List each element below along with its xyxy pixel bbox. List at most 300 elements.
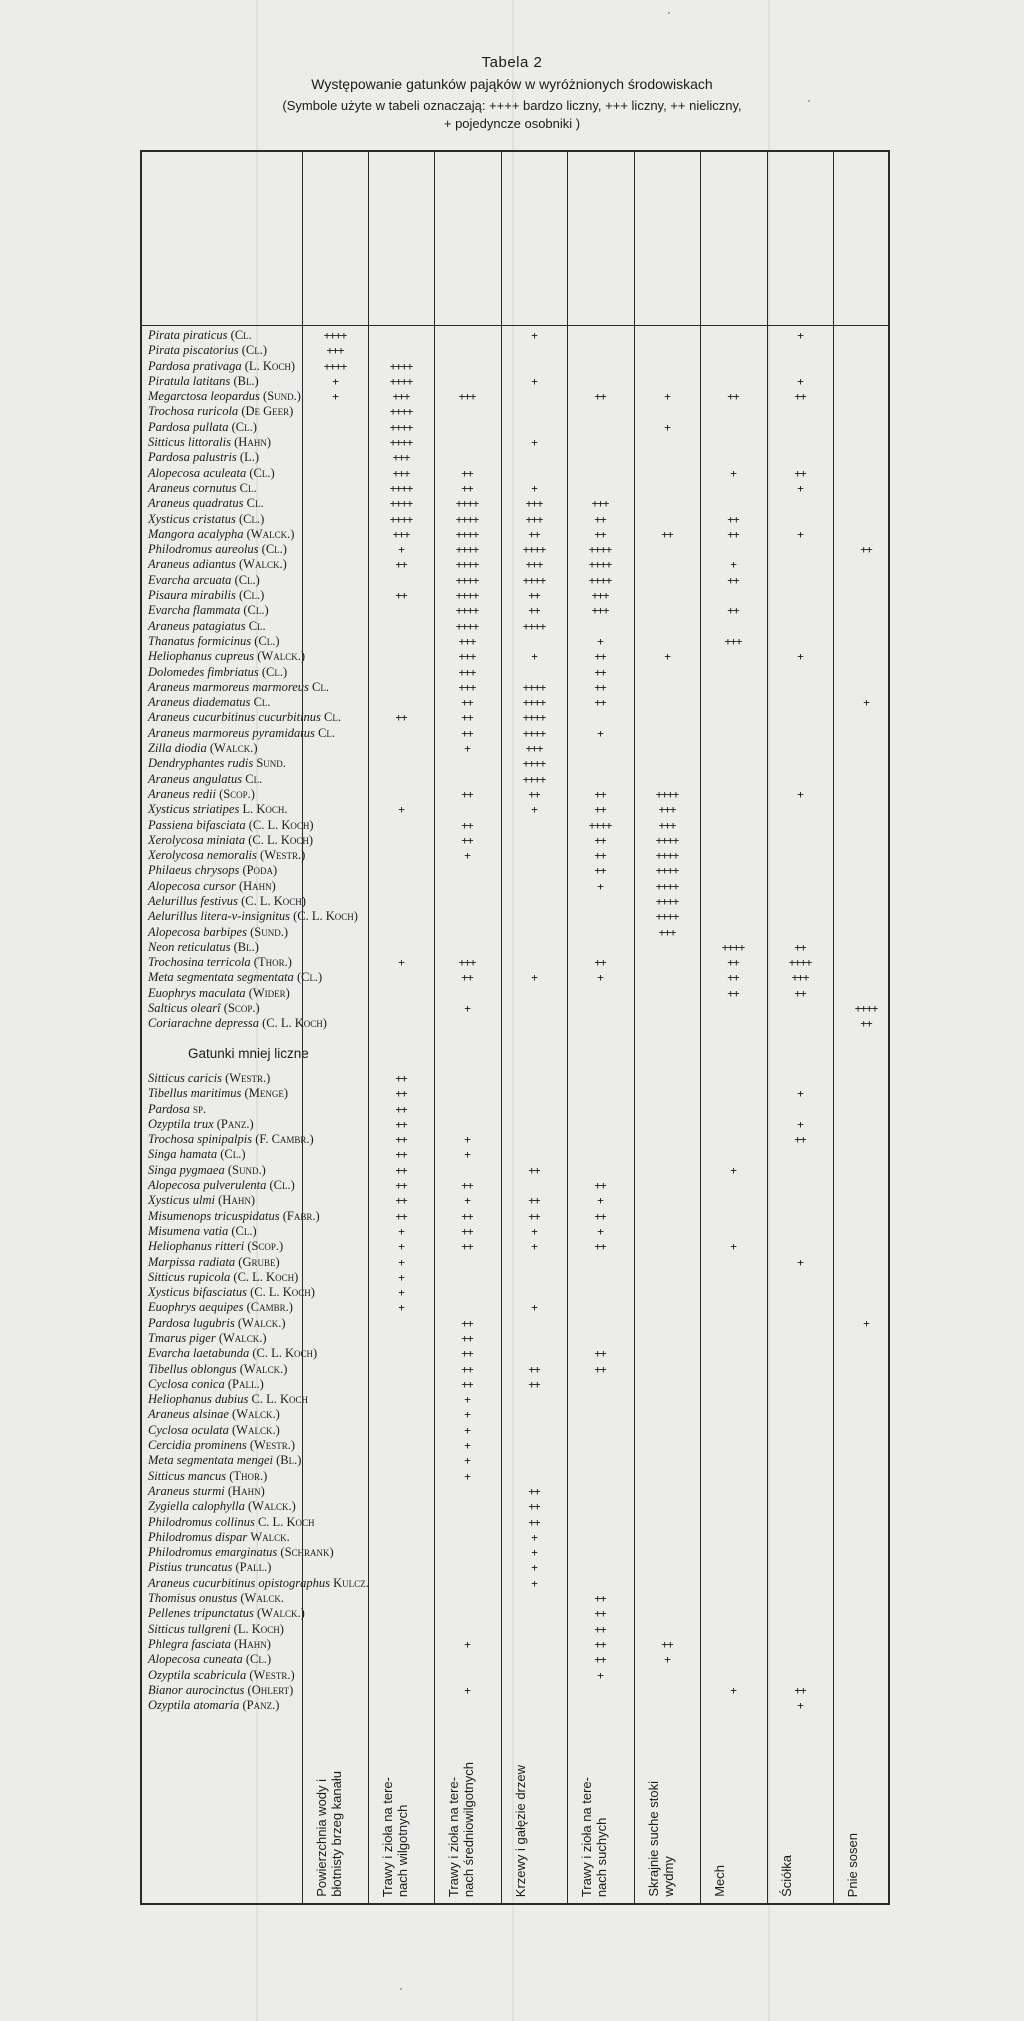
table-row xyxy=(144,374,888,389)
species-name xyxy=(148,1193,255,1208)
abundance-cell: + xyxy=(597,1194,603,1208)
abundance-cell: ++ xyxy=(395,558,407,572)
abundance-cell: ++ xyxy=(528,1500,540,1514)
species-author: (F. Cambr.) xyxy=(255,1132,314,1147)
table-row xyxy=(144,1016,888,1031)
species-binomial: Euophrys maculata xyxy=(148,985,249,1000)
species-name xyxy=(148,863,277,878)
column-divider xyxy=(567,152,568,1903)
species-name xyxy=(148,1239,283,1254)
species-author: C. L. Koch xyxy=(257,1514,315,1529)
table-row xyxy=(144,680,888,695)
species-binomial: Sitticus mancus xyxy=(148,1468,230,1483)
abundance-cell: + xyxy=(531,1240,537,1254)
species-name xyxy=(148,970,322,985)
species-binomial: Mangora acalypha xyxy=(148,526,247,541)
abundance-cell: ++++ xyxy=(522,711,546,725)
table-row xyxy=(144,894,888,909)
species-binomial: Trochosa spinipalpis xyxy=(148,1132,256,1147)
abundance-cell: + xyxy=(398,1240,404,1254)
table-row xyxy=(144,1270,888,1285)
table-row xyxy=(144,466,888,481)
table-row xyxy=(144,1001,888,1016)
species-author: (Bl.) xyxy=(233,373,259,388)
species-name xyxy=(148,986,290,1001)
abundance-cell: ++ xyxy=(594,1179,606,1193)
column-header-5: Trawy i zioła na tere- nach suchych xyxy=(579,1776,609,1897)
species-binomial: Marpissa radiata xyxy=(148,1254,239,1269)
species-name xyxy=(148,1423,280,1438)
species-name xyxy=(148,1255,280,1270)
species-author: (Ohlert) xyxy=(247,1682,294,1697)
species-author: (Scop.) xyxy=(223,1001,260,1016)
species-binomial: Pirata piraticus xyxy=(148,328,231,342)
abundance-cell: + xyxy=(797,1087,803,1101)
abundance-cell: ++ xyxy=(860,543,872,557)
species-author: (C. L. Koch) xyxy=(233,1269,299,1284)
abundance-cell: ++++ xyxy=(455,619,479,633)
abundance-cell: ++++ xyxy=(455,558,479,572)
paper-speck xyxy=(400,1988,402,1990)
species-author: (C. L. Koch) xyxy=(241,893,306,908)
species-name xyxy=(148,328,252,343)
abundance-cell: ++ xyxy=(727,527,739,541)
abundance-cell: + xyxy=(464,1148,470,1162)
species-name xyxy=(148,466,275,481)
abundance-cell: ++ xyxy=(794,986,806,1000)
species-binomial: Araneus marmoreus marmoreus xyxy=(148,679,313,694)
species-name xyxy=(148,1652,271,1667)
table-row xyxy=(144,634,888,649)
abundance-cell: ++ xyxy=(461,466,473,480)
species-author: (Cl.) xyxy=(261,664,288,679)
abundance-cell: + xyxy=(730,1163,736,1177)
abundance-cell: + xyxy=(531,1561,537,1575)
abundance-cell: +++ xyxy=(392,451,410,465)
abundance-cell: ++ xyxy=(395,1071,407,1085)
abundance-cell: +++ xyxy=(658,818,676,832)
species-binomial: Pardosa lugubris xyxy=(148,1315,238,1330)
table-row xyxy=(144,1346,888,1361)
table-row xyxy=(144,542,888,557)
species-name xyxy=(148,1285,315,1300)
abundance-cell: ++++ xyxy=(389,374,413,388)
table-row xyxy=(144,1423,888,1438)
species-author: Walck. xyxy=(250,1529,290,1544)
table-row xyxy=(144,955,888,970)
species-binomial: Cyclosa conica xyxy=(148,1376,228,1391)
abundance-cell: + xyxy=(730,1240,736,1254)
table-row xyxy=(144,557,888,572)
species-name xyxy=(148,1178,295,1193)
abundance-cell: + xyxy=(464,1408,470,1422)
species-author: (Walck.) xyxy=(257,649,305,664)
species-author: (C. L. Koch) xyxy=(250,1285,315,1300)
abundance-cell: ++++ xyxy=(588,573,612,587)
abundance-cell: +++ xyxy=(458,665,476,679)
species-name xyxy=(148,1224,257,1239)
abundance-cell: ++++ xyxy=(522,573,546,587)
abundance-cell: +++ xyxy=(525,497,543,511)
table-row xyxy=(144,1576,888,1591)
abundance-cell: + xyxy=(464,1133,470,1147)
abundance-cell: ++ xyxy=(461,696,473,710)
table-row xyxy=(144,1392,888,1407)
abundance-cell: ++ xyxy=(860,1017,872,1031)
species-name xyxy=(148,1576,369,1591)
table-row xyxy=(144,1469,888,1484)
species-author: (L. Koch) xyxy=(244,358,296,373)
abundance-cell: + xyxy=(531,1530,537,1544)
species-name xyxy=(148,1316,286,1331)
header-rule xyxy=(142,325,888,326)
species-binomial: Sitticus rupicola xyxy=(148,1269,234,1284)
abundance-cell: ++ xyxy=(528,589,540,603)
abundance-cell: ++ xyxy=(727,390,739,404)
species-author: (Cl. xyxy=(230,328,252,342)
abundance-cell: ++++ xyxy=(455,589,479,603)
species-binomial: Pardosa prativaga xyxy=(148,358,245,373)
abundance-cell: ++++ xyxy=(522,757,546,771)
column-divider xyxy=(501,152,502,1903)
species-name xyxy=(148,879,276,894)
abundance-cell: ++ xyxy=(461,1347,473,1361)
abundance-cell: ++ xyxy=(594,833,606,847)
species-binomial: Heliophanus dubius xyxy=(148,1392,252,1407)
abundance-cell: + xyxy=(597,1668,603,1682)
abundance-cell: ++++ xyxy=(522,543,546,557)
abundance-cell: + xyxy=(730,1683,736,1697)
abundance-cell: ++ xyxy=(528,1515,540,1529)
abundance-cell: ++ xyxy=(594,1622,606,1636)
species-binomial: Araneus alsinae xyxy=(148,1407,233,1422)
table-row xyxy=(144,741,888,756)
table-row xyxy=(144,802,888,817)
species-author: (Walck.) xyxy=(209,741,258,756)
abundance-cell: + xyxy=(531,803,537,817)
abundance-cell: + xyxy=(464,1002,470,1016)
abundance-cell: + xyxy=(797,1255,803,1269)
table-row xyxy=(144,359,888,374)
species-author: (Hahn) xyxy=(218,1193,255,1208)
abundance-cell: + xyxy=(664,420,670,434)
species-author: (Cl.) xyxy=(296,970,323,985)
abundance-cell: ++ xyxy=(594,864,606,878)
species-binomial: Trochosa ruricola xyxy=(148,404,242,419)
table-row xyxy=(144,1239,888,1254)
species-author: (Fabr.) xyxy=(282,1208,320,1223)
species-author: C. L. Koch xyxy=(251,1392,308,1407)
species-author: Cl. xyxy=(239,480,257,495)
species-binomial: Ozyptila scabricula xyxy=(148,1667,250,1682)
abundance-cell: ++ xyxy=(528,1362,540,1376)
species-author: (Walck.) xyxy=(247,1499,296,1514)
abundance-cell: ++ xyxy=(727,986,739,1000)
species-binomial: Bianor aurocinctus xyxy=(148,1682,248,1697)
species-binomial: Philodromus collinus xyxy=(148,1514,258,1529)
table-row xyxy=(144,1591,888,1606)
species-binomial: Evarcha laetabunda xyxy=(148,1346,253,1361)
abundance-cell: ++ xyxy=(528,527,540,541)
species-binomial: Singa hamata xyxy=(148,1147,221,1162)
abundance-cell: ++ xyxy=(594,1209,606,1223)
species-binomial: Evarcha flammata xyxy=(148,603,244,618)
abundance-cell: +++ xyxy=(392,527,410,541)
table-row xyxy=(144,328,888,343)
species-author: (Sund.) xyxy=(263,389,301,404)
species-binomial: Xerolycosa nemoralis xyxy=(148,848,261,863)
species-author: (Hahn) xyxy=(234,1636,271,1651)
species-name xyxy=(148,542,287,557)
abundance-cell: + xyxy=(398,1301,404,1315)
species-binomial: Xerolycosa miniata xyxy=(148,832,249,847)
species-author: (Cambr.) xyxy=(246,1300,293,1315)
species-name xyxy=(148,1209,320,1224)
abundance-cell: ++ xyxy=(528,1163,540,1177)
abundance-cell: ++ xyxy=(461,1362,473,1376)
species-name xyxy=(148,1016,327,1031)
species-binomial: Araneus sturmi xyxy=(148,1483,228,1498)
table-row xyxy=(144,1285,888,1300)
species-name xyxy=(148,1606,305,1621)
abundance-cell: ++ xyxy=(461,1377,473,1391)
abundance-cell: +++ xyxy=(458,956,476,970)
species-name xyxy=(148,1499,296,1514)
abundance-cell: + xyxy=(398,1286,404,1300)
abundance-cell: + xyxy=(597,879,603,893)
species-author: (Walck.) xyxy=(232,1422,280,1437)
species-binomial: Dendryphantes rudis xyxy=(148,756,257,771)
species-author: (Cl.) xyxy=(231,1223,257,1238)
abundance-cell: ++++ xyxy=(455,497,479,511)
abundance-cell: ++ xyxy=(395,589,407,603)
species-author: (Walck.) xyxy=(239,1361,288,1376)
species-author: (Bl.) xyxy=(233,939,259,954)
species-name xyxy=(148,833,313,848)
species-author: (Walck.) xyxy=(246,526,295,541)
species-binomial: Pardosa palustris xyxy=(148,450,240,465)
table-row xyxy=(144,1407,888,1422)
species-name xyxy=(148,573,260,588)
abundance-cell: ++ xyxy=(594,696,606,710)
species-name xyxy=(148,925,288,940)
species-name xyxy=(148,1438,295,1453)
species-author: (C. L. Koch) xyxy=(248,832,314,847)
abundance-cell: ++++ xyxy=(522,619,546,633)
abundance-cell: +++ xyxy=(591,497,609,511)
species-name xyxy=(148,1270,298,1285)
species-name xyxy=(148,450,259,465)
table-row xyxy=(144,1300,888,1315)
species-author: (Cl.) xyxy=(243,603,269,618)
species-binomial: Araneus redii xyxy=(148,786,220,801)
table-row xyxy=(144,665,888,680)
species-author: (C. L. Koch) xyxy=(293,909,358,924)
abundance-cell: ++++ xyxy=(854,1002,878,1016)
abundance-cell: ++ xyxy=(461,1224,473,1238)
table-row xyxy=(144,435,888,450)
table-row xyxy=(144,970,888,985)
abundance-cell: ++++ xyxy=(655,833,679,847)
abundance-cell: ++ xyxy=(461,481,473,495)
abundance-cell: ++ xyxy=(594,665,606,679)
abundance-cell: ++++ xyxy=(389,481,413,495)
species-binomial: Singa pygmaea xyxy=(148,1162,228,1177)
abundance-cell: +++ xyxy=(724,634,742,648)
table-row xyxy=(144,1698,888,1713)
species-binomial: Pirata piscatorius xyxy=(148,343,242,358)
species-binomial: Phlegra fasciata xyxy=(148,1636,235,1651)
section-spacer xyxy=(144,1061,888,1071)
species-name xyxy=(148,588,264,603)
species-name xyxy=(148,1001,260,1016)
species-binomial: Meta segmentata mengei xyxy=(148,1453,277,1468)
species-name xyxy=(148,710,341,725)
abundance-cell: + xyxy=(797,787,803,801)
species-binomial: Heliophanus ritteri xyxy=(148,1239,248,1254)
species-author: (Cl.) xyxy=(231,419,257,434)
abundance-cell: +++ xyxy=(591,589,609,603)
species-name xyxy=(148,1102,206,1117)
abundance-cell: ++ xyxy=(594,512,606,526)
species-name xyxy=(148,1545,334,1560)
abundance-cell: + xyxy=(797,1699,803,1713)
abundance-cell: ++++ xyxy=(455,573,479,587)
species-name xyxy=(148,435,271,450)
abundance-cell: ++++ xyxy=(455,543,479,557)
abundance-cell: + xyxy=(730,466,736,480)
table-row xyxy=(144,1438,888,1453)
species-binomial: Cercidia prominens xyxy=(148,1438,250,1453)
abundance-cell: ++ xyxy=(528,604,540,618)
abundance-cell: ++ xyxy=(395,1117,407,1131)
legend-line-1: (Symbole użyte w tabeli oznaczają: ++++ bardzo liczny, +++ liczny, ++ nieliczny, xyxy=(282,98,742,113)
abundance-cell: + xyxy=(464,1393,470,1407)
table-row xyxy=(144,1484,888,1499)
table-row xyxy=(144,619,888,634)
abundance-cell: + xyxy=(531,374,537,388)
species-binomial: Philodromus aureolus xyxy=(148,542,262,557)
abundance-cell: ++++ xyxy=(588,818,612,832)
species-name xyxy=(148,1377,264,1392)
abundance-cell: ++ xyxy=(794,1683,806,1697)
species-author: Cl. xyxy=(318,725,335,740)
table-row xyxy=(144,1637,888,1652)
species-binomial: Alopecosa cuneata xyxy=(148,1652,246,1667)
table-row xyxy=(144,512,888,527)
table-row xyxy=(144,1178,888,1193)
abundance-cell: + xyxy=(464,1454,470,1468)
species-name xyxy=(148,1469,267,1484)
abundance-cell: ++ xyxy=(461,1332,473,1345)
abundance-cell: ++ xyxy=(528,1209,540,1223)
abundance-cell: ++ xyxy=(461,1316,473,1330)
column-header-4: Krzewy i gałęzie drzew xyxy=(513,1764,528,1897)
section-spacer xyxy=(144,1032,888,1046)
species-name xyxy=(148,848,305,863)
abundance-cell: ++ xyxy=(661,527,673,541)
table-row xyxy=(144,450,888,465)
table-row xyxy=(144,1560,888,1575)
abundance-cell: ++ xyxy=(594,1362,606,1376)
table-row xyxy=(144,649,888,664)
table-row xyxy=(144,588,888,603)
species-binomial: Megarctosa leopardus xyxy=(148,389,264,404)
table-row xyxy=(144,1209,888,1224)
abundance-cell: ++++ xyxy=(389,512,413,526)
abundance-cell: ++ xyxy=(727,573,739,587)
abundance-cell: + xyxy=(531,481,537,495)
abundance-cell: ++ xyxy=(594,1653,606,1667)
species-author: (Cl.) xyxy=(238,511,265,526)
abundance-cell: ++ xyxy=(461,1179,473,1193)
species-binomial: Misumenops tricuspidatus xyxy=(148,1208,283,1223)
abundance-cell: ++++ xyxy=(389,420,413,434)
species-author: (Cl.) xyxy=(234,572,260,587)
species-name xyxy=(148,772,262,787)
abundance-cell: ++ xyxy=(395,1163,407,1177)
abundance-cell: + xyxy=(531,1546,537,1560)
species-name xyxy=(148,695,271,710)
species-author: (Walck. xyxy=(240,1591,284,1606)
column-header-6: Skrajnie suche stoki wydmy xyxy=(646,1781,676,1897)
table-row xyxy=(144,1147,888,1162)
abundance-cell: +++ xyxy=(458,650,476,664)
abundance-cell: + xyxy=(332,390,338,404)
table-row xyxy=(144,1224,888,1239)
abundance-cell: + xyxy=(597,726,603,740)
species-author: (Thor.) xyxy=(253,955,292,970)
species-binomial: Araneus diadematus xyxy=(148,695,254,710)
table-row xyxy=(144,1683,888,1698)
abundance-cell: ++ xyxy=(594,527,606,541)
abundance-cell: ++ xyxy=(395,1102,407,1116)
table-row xyxy=(144,420,888,435)
abundance-cell: ++++ xyxy=(788,956,812,970)
species-binomial: Thomisus onustus xyxy=(148,1591,241,1606)
abundance-cell: ++++ xyxy=(389,359,413,373)
table-row xyxy=(144,986,888,1001)
abundance-cell: ++++ xyxy=(455,512,479,526)
table-row xyxy=(144,863,888,878)
abundance-cell: + xyxy=(797,650,803,664)
species-binomial: Pardosa pullata xyxy=(148,419,232,434)
species-name xyxy=(148,787,255,802)
species-binomial: Araneus cucurbitinus opistographus xyxy=(148,1575,334,1590)
abundance-cell: +++ xyxy=(525,558,543,572)
table-row xyxy=(144,1622,888,1637)
abundance-cell: ++ xyxy=(727,512,739,526)
species-binomial: Pellenes tripunctatus xyxy=(148,1606,258,1621)
species-name xyxy=(148,619,266,634)
table-row xyxy=(144,1163,888,1178)
species-name xyxy=(148,1147,246,1162)
abundance-cell: + xyxy=(597,971,603,985)
species-binomial: Sitticus caricis xyxy=(148,1070,226,1085)
abundance-cell: ++ xyxy=(594,849,606,863)
species-author: Cl. xyxy=(248,618,266,633)
species-name xyxy=(148,909,358,924)
species-name xyxy=(148,1698,279,1713)
species-name xyxy=(148,1515,314,1530)
abundance-cell: + xyxy=(531,329,537,342)
species-author: Sund. xyxy=(256,756,286,771)
species-name xyxy=(148,894,306,909)
table-row xyxy=(144,527,888,542)
abundance-cell: + xyxy=(464,742,470,756)
species-name xyxy=(148,1163,266,1178)
abundance-cell: + xyxy=(863,696,869,710)
